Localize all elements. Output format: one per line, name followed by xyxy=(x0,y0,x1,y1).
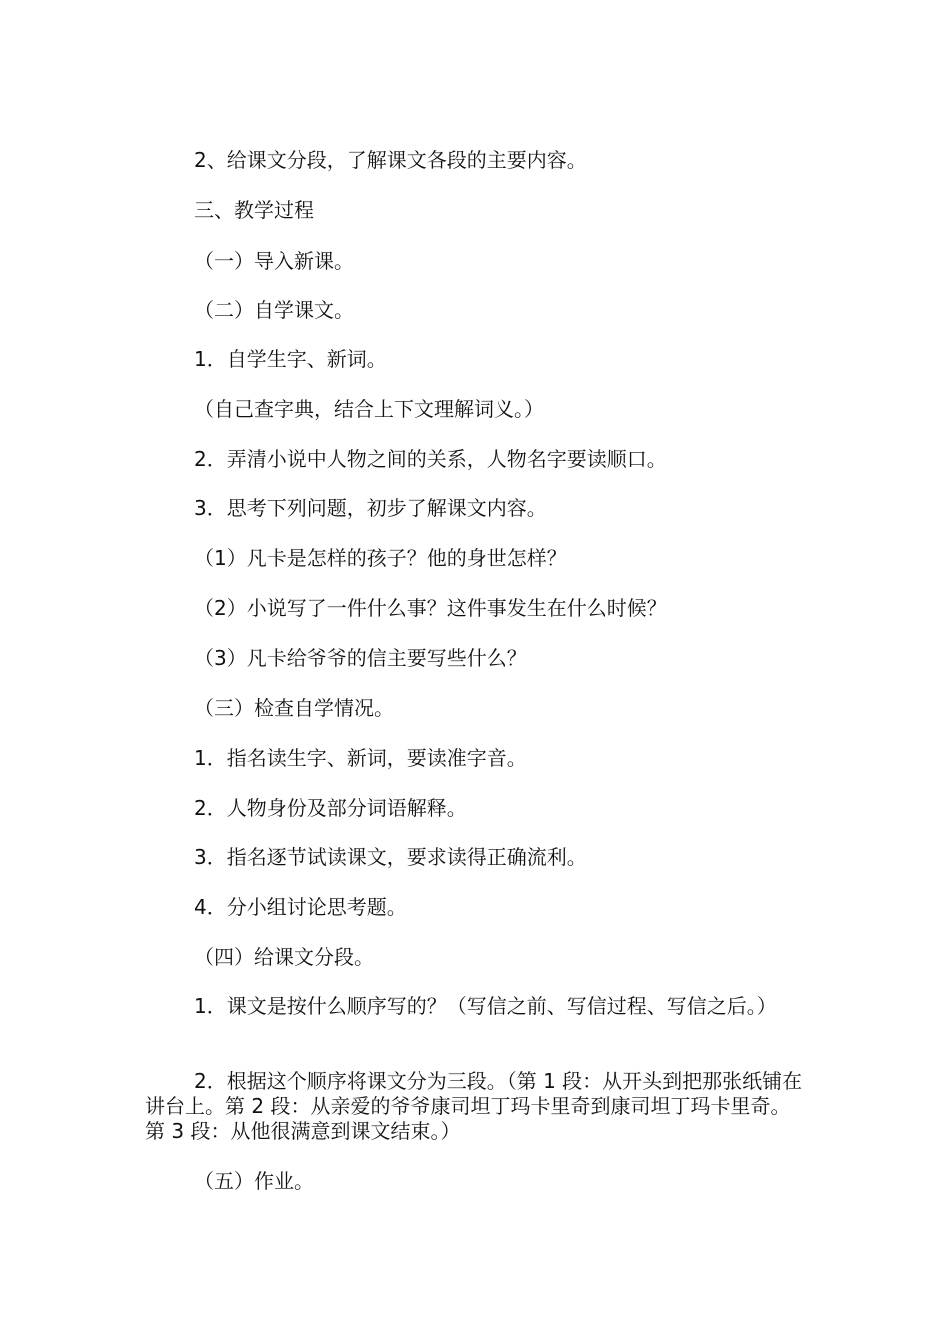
text-line-homework: （五）作业。 xyxy=(194,1169,314,1193)
text-line: （2）小说写了一件什么事？这件事发生在什么时候？ xyxy=(194,596,667,620)
section-heading: 三、教学过程 xyxy=(194,198,314,222)
text-line: （一）导入新课。 xyxy=(194,249,354,273)
text-line: （3）凡卡给爷爷的信主要写些什么？ xyxy=(194,646,527,670)
text-line: 4．分小组讨论思考题。 xyxy=(194,895,407,919)
text-line: 3．指名逐节试读课文，要求读得正确流利。 xyxy=(194,845,587,869)
text-line: 2．人物身份及部分词语解释。 xyxy=(194,796,467,820)
text-line: 2、给课文分段，了解课文各段的主要内容。 xyxy=(194,148,587,172)
text-line: 2．弄清小说中人物之间的关系，人物名字要读顺口。 xyxy=(194,447,667,471)
text-line: 1．指名读生字、新词，要读准字音。 xyxy=(194,746,527,770)
paragraph-division: 2．根据这个顺序将课文分为三段。（第 1 段：从开头到把那张纸铺在讲台上。第 2 段：从亲爱的爷爷康司坦丁玛卡里奇到康司坦丁玛卡里奇。第 3 段：从他很满意到课文结束。） xyxy=(145,1069,803,1143)
text-line: 3．思考下列问题，初步了解课文内容。 xyxy=(194,496,547,520)
text-line: （自己查字典，结合上下文理解词义。） xyxy=(194,397,544,421)
text-line: （1）凡卡是怎样的孩子？他的身世怎样？ xyxy=(194,546,567,570)
paragraph-sequence: 1．课文是按什么顺序写的？（写信之前、写信过程、写信之后。） xyxy=(194,994,777,1018)
text-line: （四）给课文分段。 xyxy=(194,945,374,969)
text-line: （三）检查自学情况。 xyxy=(194,696,394,720)
text-line: （二）自学课文。 xyxy=(194,298,354,322)
text-line: 1．自学生字、新词。 xyxy=(194,347,387,371)
